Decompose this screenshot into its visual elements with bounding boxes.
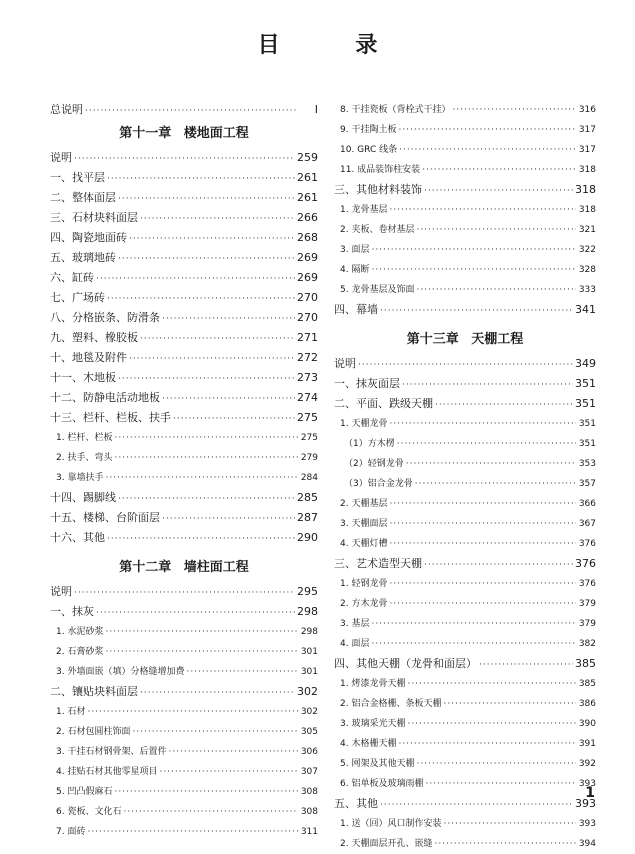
toc-entry-label: （3）铝合金龙骨: [344, 479, 413, 489]
chapter-heading-11: 第十一章 楼地面工程: [119, 126, 249, 141]
toc-entry-label: 3. 干挂石材钢骨架、后置件: [56, 747, 167, 757]
toc-entry[interactable]: [334, 794, 596, 814]
toc-entry[interactable]: [50, 488, 318, 508]
toc-entry-label: 五、其他: [334, 797, 378, 810]
toc-entry-page: 261: [297, 171, 318, 184]
toc-entry-page: 290: [297, 531, 318, 544]
toc-entry[interactable]: [50, 268, 318, 288]
leader-dots: [371, 634, 576, 654]
page-number: 1: [585, 785, 595, 801]
toc-subentry[interactable]: [334, 634, 596, 654]
toc-subentry[interactable]: [50, 762, 318, 782]
toc-entry-label: 4. 隔断: [340, 265, 370, 275]
leader-dots: [398, 120, 576, 140]
toc-entry-label: 6. 瓷板、文化石: [56, 807, 122, 817]
toc-entry-label: 一、找平层: [50, 171, 105, 184]
leader-dots: [107, 169, 295, 188]
toc-entry-label: 4. 木格栅天棚: [340, 739, 397, 749]
toc-subentry[interactable]: [50, 802, 318, 822]
toc-entry-page: 393: [578, 779, 596, 789]
chapter-13-entries: [334, 354, 596, 854]
toc-entry-label: 2. 石材包圆柱饰面: [56, 727, 131, 737]
toc-entry-label: 3. 面层: [340, 245, 370, 255]
toc-entry-page: 318: [578, 205, 596, 215]
leader-dots: [118, 489, 295, 508]
toc-entry-page: 271: [297, 331, 318, 344]
toc-entry-label: 11. 成品装饰柱安装: [340, 165, 421, 175]
toc-subentry[interactable]: [334, 694, 596, 714]
toc-entry-page: 287: [297, 511, 318, 524]
toc-entry[interactable]: [50, 348, 318, 368]
toc-subentry[interactable]: [50, 468, 318, 488]
toc-entry-label: 4. 面层: [340, 639, 370, 649]
toc-entry[interactable]: [334, 394, 596, 414]
toc-subsubentry[interactable]: [334, 454, 596, 474]
toc-entry[interactable]: [50, 508, 318, 528]
toc-entry-label: 一、抹灰面层: [334, 377, 400, 390]
toc-entry-page: 379: [578, 619, 596, 629]
toc-entry-page: 308: [300, 787, 318, 797]
leader-dots: [118, 189, 295, 208]
toc-entry-page: 305: [300, 727, 318, 737]
leader-dots: [162, 389, 295, 408]
toc-entry-page: 269: [297, 251, 318, 264]
leader-dots: [74, 149, 295, 168]
leader-dots: [371, 260, 576, 280]
toc-subentry[interactable]: [334, 834, 596, 854]
toc-entry-page: 385: [575, 657, 596, 670]
toc-entry-page: 302: [300, 707, 318, 717]
toc-entry-page: 317: [578, 145, 596, 155]
toc-entry-label: 1. 轻钢龙骨: [340, 579, 388, 589]
leader-dots: [168, 742, 298, 762]
toc-subentry[interactable]: [50, 782, 318, 802]
toc-entry-page: 301: [300, 647, 318, 657]
leader-dots: [162, 309, 295, 328]
toc-entry-page: 394: [578, 839, 596, 849]
toc-entry[interactable]: [334, 374, 596, 394]
leader-dots: [186, 662, 298, 682]
toc-entry-page: 376: [578, 579, 596, 589]
toc-entry-page: 279: [300, 453, 318, 463]
leader-dots: [96, 269, 295, 288]
toc-entry-page: 386: [578, 699, 596, 709]
toc-entry-label: 二、平面、跌级天棚: [334, 397, 433, 410]
toc-entry-label: 十六、其他: [50, 531, 105, 544]
toc-entry-page: 306: [300, 747, 318, 757]
toc-entry-page: 274: [297, 391, 318, 404]
leader-dots: [87, 702, 298, 722]
leader-dots: [422, 160, 576, 180]
toc-entry[interactable]: [334, 180, 596, 200]
leader-dots: [407, 674, 576, 694]
leader-dots: [87, 822, 298, 842]
toc-entry-page: 353: [578, 459, 596, 469]
leader-dots: [173, 409, 295, 428]
leader-dots: [105, 622, 298, 642]
toc-subentry[interactable]: [334, 574, 596, 594]
toc-entry-page: 379: [578, 599, 596, 609]
toc-entry-page: 285: [297, 491, 318, 504]
page-title: 目 录: [257, 33, 412, 58]
leader-dots: [435, 395, 573, 414]
leader-dots: [105, 468, 298, 488]
toc-entry-page: 273: [297, 371, 318, 384]
toc-entry-page: 376: [578, 539, 596, 549]
toc-subentry[interactable]: [334, 120, 596, 140]
toc-entry-page: 311: [300, 827, 318, 837]
toc-entry-label: 四、陶瓷地面砖: [50, 231, 127, 244]
toc-entry-label: 三、石材块料面层: [50, 211, 138, 224]
toc-entry[interactable]: [50, 368, 318, 388]
leader-dots: [389, 534, 576, 554]
leader-dots: [443, 814, 576, 834]
toc-entry-label: 7. 面砖: [56, 827, 86, 837]
toc-entry-label: 3. 外墙面嵌（填）分格缝增加费: [56, 667, 185, 677]
toc-entry-page: 275: [297, 411, 318, 424]
toc-entry[interactable]: [50, 228, 318, 248]
leader-dots: [140, 329, 295, 348]
toc-entry-page: 351: [575, 397, 596, 410]
toc-entry-page: 341: [575, 303, 596, 316]
toc-entry-page: 298: [297, 605, 318, 618]
toc-entry-label: 2. 石膏砂浆: [56, 647, 104, 657]
toc-entry-page: 349: [575, 357, 596, 370]
toc-subentry[interactable]: [334, 200, 596, 220]
toc-entry-label: 总说明: [50, 103, 83, 116]
leader-dots: [129, 229, 295, 248]
toc-subentry[interactable]: [334, 100, 596, 120]
toc-entry-page: 333: [578, 285, 596, 295]
leader-dots: [358, 355, 573, 374]
toc-entry-label: 四、幕墙: [334, 303, 378, 316]
leader-dots: [140, 209, 295, 228]
toc-entry[interactable]: [334, 300, 596, 320]
leader-dots: [389, 200, 576, 220]
toc-entry-label: 四、其他天棚（龙骨和面层）: [334, 657, 477, 670]
leader-dots: [434, 834, 576, 854]
toc-entry-page: 302: [297, 685, 318, 698]
toc-entry-page: 328: [578, 265, 596, 275]
toc-entry-label: 1. 石材: [56, 707, 86, 717]
toc-entry[interactable]: [50, 288, 318, 308]
leader-dots: [416, 280, 576, 300]
toc-entry-label: 2. 铝合金格栅、条板天棚: [340, 699, 442, 709]
leader-dots: [371, 240, 576, 260]
leader-dots: [140, 683, 295, 702]
toc-entry-label: （1）方木楞: [344, 439, 395, 449]
toc-entry-label: 8. 干挂瓷板（背栓式干挂）: [340, 105, 451, 115]
toc-subentry[interactable]: [334, 674, 596, 694]
leader-dots: [105, 642, 298, 662]
toc-entry-label: 说明: [334, 357, 356, 370]
chapter-12-continued-entries: [334, 100, 596, 320]
leader-dots: [399, 140, 576, 160]
toc-entry-page: 268: [297, 231, 318, 244]
toc-entry-label: 1. 栏杆、栏板: [56, 433, 113, 443]
toc-subentry[interactable]: [334, 280, 596, 300]
leader-dots: [114, 448, 298, 468]
toc-subentry[interactable]: [334, 714, 596, 734]
toc-entry[interactable]: [50, 168, 318, 188]
toc-entry-label: 1. 烤漆龙骨天棚: [340, 679, 406, 689]
toc-subentry[interactable]: [334, 734, 596, 754]
toc-entry-label: 一、抹灰: [50, 605, 94, 618]
toc-entry-label: 说明: [50, 151, 72, 164]
toc-entry-page: 393: [575, 797, 596, 810]
toc-entry-label: 二、整体面层: [50, 191, 116, 204]
toc-entry-label: 3. 天棚面层: [340, 519, 388, 529]
leader-dots: [129, 349, 295, 368]
toc-entry-label: 五、玻璃地砖: [50, 251, 116, 264]
chapter-heading-12: 第十二章 墙柱面工程: [119, 560, 249, 575]
toc-subentry[interactable]: [334, 514, 596, 534]
leader-dots: [107, 529, 295, 548]
toc-entry-page: 301: [300, 667, 318, 677]
toc-entry-label: 6. 铝单板及玻璃雨棚: [340, 779, 424, 789]
toc-right-column: [334, 100, 596, 854]
leader-dots: [380, 301, 573, 320]
toc-entry-page: 270: [297, 311, 318, 324]
toc-subentry[interactable]: [334, 534, 596, 554]
leader-dots: [425, 774, 576, 794]
leader-dots: [424, 181, 573, 200]
leader-dots: [389, 594, 576, 614]
toc-entry-label: 二、镶贴块料面层: [50, 685, 138, 698]
toc-entry-label: 9. 干挂陶土板: [340, 125, 397, 135]
toc-entry-label: 3. 玻璃采光天棚: [340, 719, 406, 729]
toc-subentry[interactable]: [334, 754, 596, 774]
leader-dots: [398, 734, 576, 754]
leader-dots: [85, 101, 298, 120]
toc-entry[interactable]: [50, 188, 318, 208]
leader-dots: [389, 494, 576, 514]
toc-subentry[interactable]: [334, 260, 596, 280]
leader-dots: [123, 802, 298, 822]
leader-dots: [389, 574, 576, 594]
leader-dots: [371, 614, 576, 634]
leader-dots: [74, 583, 295, 602]
toc-entry-page: 295: [297, 585, 318, 598]
toc-subsubentry[interactable]: [334, 474, 596, 494]
toc-entry-label: 十三、栏杆、栏板、扶手: [50, 411, 171, 424]
chapter-12-entries: [50, 582, 318, 842]
leader-dots: [114, 428, 298, 448]
toc-subentry[interactable]: [334, 814, 596, 834]
leader-dots: [416, 754, 576, 774]
toc-entry-label: 八、分格嵌条、防滑条: [50, 311, 160, 324]
toc-entry-page: 351: [578, 419, 596, 429]
toc-entry-label: 2. 夹板、卷材基层: [340, 225, 415, 235]
toc-entry[interactable]: [50, 388, 318, 408]
toc-entry-page: 357: [578, 479, 596, 489]
toc-left-column: [50, 100, 318, 842]
toc-entry[interactable]: [50, 148, 318, 168]
toc-entry-label: 十二、防静电活动地板: [50, 391, 160, 404]
toc-entry-page: 272: [297, 351, 318, 364]
toc-entry-label: 2. 天棚基层: [340, 499, 388, 509]
toc-entry[interactable]: [50, 682, 318, 702]
toc-entry-label: 1. 龙骨基层: [340, 205, 388, 215]
leader-dots: [159, 762, 298, 782]
toc-entry-page: 259: [297, 151, 318, 164]
toc-entry-page: 318: [578, 165, 596, 175]
toc-entry-page: 317: [578, 125, 596, 135]
toc-entry-label: 4. 挂贴石材其他零星项目: [56, 767, 158, 777]
toc-entry-label: 5. 龙骨基层及饰面: [340, 285, 415, 295]
leader-dots: [406, 454, 576, 474]
toc-entry-page: 284: [300, 473, 318, 483]
toc-entry-label: 3. 基层: [340, 619, 370, 629]
toc-entry-label: 2. 天棚面层开孔、嵌缝: [340, 839, 433, 849]
toc-subentry[interactable]: [334, 614, 596, 634]
toc-entry-page: 322: [578, 245, 596, 255]
toc-subentry[interactable]: [334, 240, 596, 260]
leader-dots: [114, 782, 298, 802]
toc-entry[interactable]: [50, 582, 318, 602]
toc-entry-page: I: [314, 103, 318, 116]
toc-subentry[interactable]: [50, 662, 318, 682]
toc-subentry[interactable]: [50, 448, 318, 468]
toc-entry-label: 十四、踢脚线: [50, 491, 116, 504]
leader-dots: [132, 722, 298, 742]
toc-subentry[interactable]: [50, 428, 318, 448]
leader-dots: [118, 369, 295, 388]
leader-dots: [162, 509, 295, 528]
toc-entry-page: 318: [575, 183, 596, 196]
toc-entry-page: 298: [300, 627, 318, 637]
leader-dots: [407, 714, 576, 734]
toc-subentry[interactable]: [50, 622, 318, 642]
toc-subentry[interactable]: [334, 160, 596, 180]
toc-subentry[interactable]: [50, 702, 318, 722]
toc-subentry[interactable]: [50, 642, 318, 662]
toc-entry-label: 说明: [50, 585, 72, 598]
toc-entry-page: 275: [300, 433, 318, 443]
toc-entry-general-notes[interactable]: [50, 100, 318, 120]
toc-subentry[interactable]: [50, 822, 318, 842]
toc-entry-label: 5. 凹凸假麻石: [56, 787, 113, 797]
toc-entry[interactable]: [50, 328, 318, 348]
toc-entry-page: 391: [578, 739, 596, 749]
leader-dots: [443, 694, 576, 714]
toc-entry-page: 316: [578, 105, 596, 115]
toc-entry-page: 393: [578, 819, 596, 829]
toc-entry-page: 367: [578, 519, 596, 529]
toc-entry[interactable]: [50, 308, 318, 328]
leader-dots: [96, 603, 295, 622]
toc-subsubentry[interactable]: [334, 434, 596, 454]
toc-subentry[interactable]: [334, 414, 596, 434]
toc-entry-label: 2. 扶手、弯头: [56, 453, 113, 463]
leader-dots: [380, 795, 573, 814]
toc-subentry[interactable]: [50, 722, 318, 742]
toc-entry[interactable]: [50, 528, 318, 548]
toc-subentry[interactable]: [334, 140, 596, 160]
toc-entry-page: 261: [297, 191, 318, 204]
toc-entry-page: 307: [300, 767, 318, 777]
toc-entry-label: 3. 靠墙扶手: [56, 473, 104, 483]
leader-dots: [389, 414, 576, 434]
toc-entry-label: 5. 网架及其他天棚: [340, 759, 415, 769]
toc-entry-label: 1. 天棚龙骨: [340, 419, 388, 429]
chapter-11-entries: [50, 148, 318, 548]
chapter-heading-13: 第十三章 天棚工程: [406, 332, 524, 347]
toc-entry-label: 九、塑料、橡胶板: [50, 331, 138, 344]
leader-dots: [118, 249, 295, 268]
toc-entry-label: 十五、楼梯、台阶面层: [50, 511, 160, 524]
leader-dots: [424, 555, 573, 574]
toc-entry-page: 392: [578, 759, 596, 769]
leader-dots: [415, 474, 576, 494]
leader-dots: [402, 375, 573, 394]
leader-dots: [107, 289, 295, 308]
toc-entry-page: 390: [578, 719, 596, 729]
toc-entry-page: 321: [578, 225, 596, 235]
leader-dots: [452, 100, 576, 120]
toc-entry-label: 七、广场砖: [50, 291, 105, 304]
toc-entry[interactable]: [50, 408, 318, 428]
toc-entry-page: 270: [297, 291, 318, 304]
toc-entry-label: 三、艺术造型天棚: [334, 557, 422, 570]
toc-entry[interactable]: [334, 554, 596, 574]
toc-entry-label: 10. GRC 线条: [340, 145, 398, 155]
toc-entry-label: 4. 天棚灯槽: [340, 539, 388, 549]
toc-subentry[interactable]: [334, 774, 596, 794]
toc-entry-label: 三、其他材料装饰: [334, 183, 422, 196]
toc-entry-page: 366: [578, 499, 596, 509]
toc-entry[interactable]: [50, 248, 318, 268]
toc-entry-label: 十一、木地板: [50, 371, 116, 384]
toc-entry[interactable]: [334, 654, 596, 674]
toc-entry-label: 十、地毯及附件: [50, 351, 127, 364]
toc-subentry[interactable]: [334, 220, 596, 240]
toc-subentry[interactable]: [334, 594, 596, 614]
toc-entry-page: 382: [578, 639, 596, 649]
toc-subentry[interactable]: [334, 494, 596, 514]
toc-entry-label: 2. 方木龙骨: [340, 599, 388, 609]
toc-entry-page: 385: [578, 679, 596, 689]
toc-entry-page: 266: [297, 211, 318, 224]
leader-dots: [416, 220, 576, 240]
toc-entry[interactable]: [334, 354, 596, 374]
toc-entry-page: 351: [575, 377, 596, 390]
leader-dots: [479, 655, 573, 674]
toc-entry-page: 308: [300, 807, 318, 817]
toc-entry-label: 1. 送（回）风口制作安装: [340, 819, 442, 829]
toc-entry-label: 1. 水泥砂浆: [56, 627, 104, 637]
toc-subentry[interactable]: [50, 742, 318, 762]
toc-entry-page: 376: [575, 557, 596, 570]
toc-entry[interactable]: [50, 602, 318, 622]
toc-entry-page: 269: [297, 271, 318, 284]
toc-entry[interactable]: [50, 208, 318, 228]
leader-dots: [397, 434, 576, 454]
toc-entry-page: 351: [578, 439, 596, 449]
toc-entry-label: （2）轻钢龙骨: [344, 459, 404, 469]
toc-entry-label: 六、缸砖: [50, 271, 94, 284]
leader-dots: [389, 514, 576, 534]
